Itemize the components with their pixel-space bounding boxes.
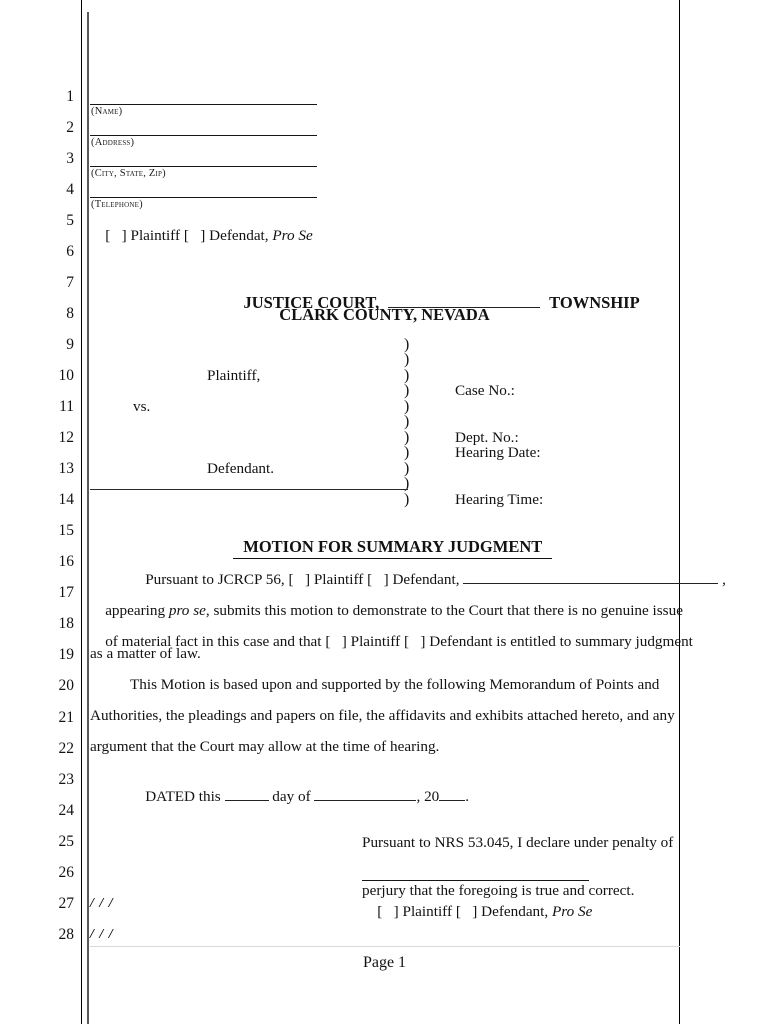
document-title: MOTION FOR SUMMARY JUDGMENT bbox=[233, 537, 552, 559]
body-line-20: This Motion is based upon and supported by the following Memorandum of Points and bbox=[130, 676, 660, 693]
filer-pro-se-label: Pro Se bbox=[272, 227, 313, 244]
city-state-zip-field-line[interactable] bbox=[90, 166, 317, 167]
line-number: 20 bbox=[58, 677, 74, 695]
address-field-line[interactable] bbox=[90, 135, 317, 136]
placeholder-slashes-line-27: / / / bbox=[90, 896, 114, 911]
signature-defendant-label: Defendant, bbox=[477, 903, 552, 920]
year-blank-field[interactable] bbox=[439, 788, 465, 801]
line-number: 26 bbox=[58, 863, 74, 881]
motion-plaintiff-checkbox[interactable]: [ ] bbox=[288, 571, 311, 588]
line-number: 5 bbox=[66, 211, 74, 229]
line-number: 1 bbox=[66, 87, 74, 105]
body-line-16-comma: , bbox=[718, 571, 726, 588]
right-rule bbox=[679, 0, 680, 1024]
dated-text-d: . bbox=[465, 788, 470, 805]
filer-designation-line bbox=[90, 207, 313, 264]
caption-paren: ) bbox=[404, 413, 410, 431]
body-line-21: Authorities, the pleadings and papers on file, the affidavits and exhibits attached hereto, and any bbox=[90, 707, 675, 724]
name-field-line[interactable] bbox=[90, 104, 317, 105]
signature-pro-se-label: Pro Se bbox=[551, 903, 593, 920]
body-line-16-text: Pursuant to JCRCP 56, bbox=[145, 571, 289, 588]
line-number: 22 bbox=[58, 739, 74, 757]
body-line-18-b: Plaintiff bbox=[346, 633, 404, 650]
filer-defendant-checkbox[interactable]: [ ] bbox=[183, 227, 206, 244]
line-number: 3 bbox=[66, 149, 74, 167]
line-number: 24 bbox=[58, 801, 74, 819]
entitled-plaintiff-checkbox[interactable]: [ ] bbox=[325, 633, 347, 650]
caption-defendant-label: Defendant. bbox=[207, 460, 275, 477]
line-number: 17 bbox=[58, 584, 74, 602]
dated-text-b: day of bbox=[268, 788, 315, 805]
signature-designation-line bbox=[362, 883, 592, 940]
township-label: TOWNSHIP bbox=[545, 293, 640, 312]
caption-paren: ) bbox=[404, 428, 410, 446]
hearing-time-label[interactable]: Hearing Time: bbox=[455, 490, 544, 508]
left-inner-rule bbox=[87, 12, 89, 1024]
caption-vs-label: vs. bbox=[133, 398, 151, 415]
caption-paren: ) bbox=[404, 336, 410, 353]
line-number: 15 bbox=[58, 522, 74, 540]
filer-defendant-label: Defendat, bbox=[205, 227, 273, 244]
caption-paren: ) bbox=[404, 351, 410, 369]
line-number: 7 bbox=[66, 273, 74, 291]
signature-plaintiff-checkbox[interactable]: [ ] bbox=[377, 903, 399, 920]
left-outer-rule bbox=[81, 0, 82, 1024]
filer-plaintiff-label: Plaintiff bbox=[126, 227, 184, 244]
line-number: 9 bbox=[66, 335, 74, 353]
line-number: 10 bbox=[58, 366, 74, 384]
footer-divider bbox=[90, 946, 680, 947]
line-number-gutter bbox=[28, 0, 74, 1024]
page-number-label: Page 1 bbox=[362, 954, 407, 971]
telephone-field-label: (Telephone) bbox=[91, 199, 143, 210]
declaration-line-1: Pursuant to NRS 53.045, I declare under penalty of bbox=[362, 834, 674, 851]
dated-text-a: DATED this bbox=[145, 788, 225, 805]
signature-line[interactable] bbox=[362, 880, 589, 881]
caption-paren: ) bbox=[404, 475, 410, 493]
caption-paren: ) bbox=[404, 444, 410, 462]
case-no-label[interactable]: Case No.: bbox=[455, 382, 515, 399]
body-line-19: as a matter of law. bbox=[90, 645, 201, 662]
court-heading-line2: CLARK COUNTY, NEVADA bbox=[279, 305, 490, 324]
caption-paren: ) bbox=[404, 366, 410, 384]
line-number: 2 bbox=[66, 118, 74, 136]
line-number: 18 bbox=[58, 615, 74, 633]
declaration-line-2: perjury that the foregoing is true and correct. bbox=[362, 882, 635, 899]
caption-paren: ) bbox=[404, 459, 410, 477]
body-line-22: argument that the Court may allow at the time of hearing. bbox=[90, 738, 440, 755]
caption-paren: ) bbox=[404, 382, 410, 400]
address-field-label: (Address) bbox=[91, 137, 135, 148]
body-line-16-plaintiff: Plaintiff bbox=[310, 571, 368, 588]
body-line-16-defendant: Defendant, bbox=[388, 571, 464, 588]
line-number: 12 bbox=[58, 429, 74, 447]
line-number: 14 bbox=[58, 491, 74, 509]
caption-paren-stack bbox=[404, 337, 409, 507]
line-number: 13 bbox=[58, 460, 74, 478]
body-line-17-b: , submits this motion to demonstrate to the Court that there is no genuine issue bbox=[205, 602, 683, 619]
line-number: 6 bbox=[66, 242, 74, 260]
body-line-18-c: Defendant is entitled to summary judgment bbox=[425, 633, 693, 650]
caption-bottom-rule bbox=[90, 489, 408, 490]
line-number: 28 bbox=[58, 925, 74, 943]
line-number: 16 bbox=[58, 553, 74, 571]
city-state-zip-field-label: (City, State, Zip) bbox=[91, 168, 166, 179]
hearing-date-label[interactable]: Hearing Date: bbox=[455, 444, 541, 461]
placeholder-slashes-line-28: / / / bbox=[90, 927, 114, 942]
caption-plaintiff-label: Plaintiff, bbox=[207, 367, 261, 384]
signature-defendant-checkbox[interactable]: [ ] bbox=[455, 903, 478, 920]
line-number: 4 bbox=[66, 180, 74, 198]
justice-court-label: JUSTICE COURT, bbox=[243, 293, 384, 312]
caption-paren: ) bbox=[404, 397, 410, 415]
signature-plaintiff-label: Plaintiff bbox=[398, 903, 456, 920]
motion-defendant-checkbox[interactable]: [ ] bbox=[367, 571, 389, 588]
line-number: 25 bbox=[58, 832, 74, 850]
line-number: 23 bbox=[58, 770, 74, 788]
body-line-17-a: appearing bbox=[105, 602, 169, 619]
line-number: 11 bbox=[59, 398, 74, 415]
body-line-18-a: of material fact in this case and that bbox=[105, 633, 326, 650]
filer-plaintiff-checkbox[interactable]: [ ] bbox=[105, 227, 127, 244]
body-line-17-pro-se: pro se bbox=[168, 602, 206, 619]
dept-no-label[interactable]: Dept. No.: bbox=[455, 428, 519, 446]
telephone-field-line[interactable] bbox=[90, 197, 317, 198]
line-number: 19 bbox=[58, 646, 74, 664]
line-number: 27 bbox=[58, 894, 74, 912]
entitled-defendant-checkbox[interactable]: [ ] bbox=[403, 633, 426, 650]
dated-text-c: , 20 bbox=[416, 788, 440, 805]
caption-paren: ) bbox=[404, 490, 410, 508]
month-blank-field[interactable] bbox=[314, 788, 416, 801]
line-number: 8 bbox=[66, 304, 74, 322]
name-field-label: (Name) bbox=[91, 106, 123, 117]
line-number: 21 bbox=[58, 708, 74, 726]
day-blank-field[interactable] bbox=[225, 788, 269, 801]
